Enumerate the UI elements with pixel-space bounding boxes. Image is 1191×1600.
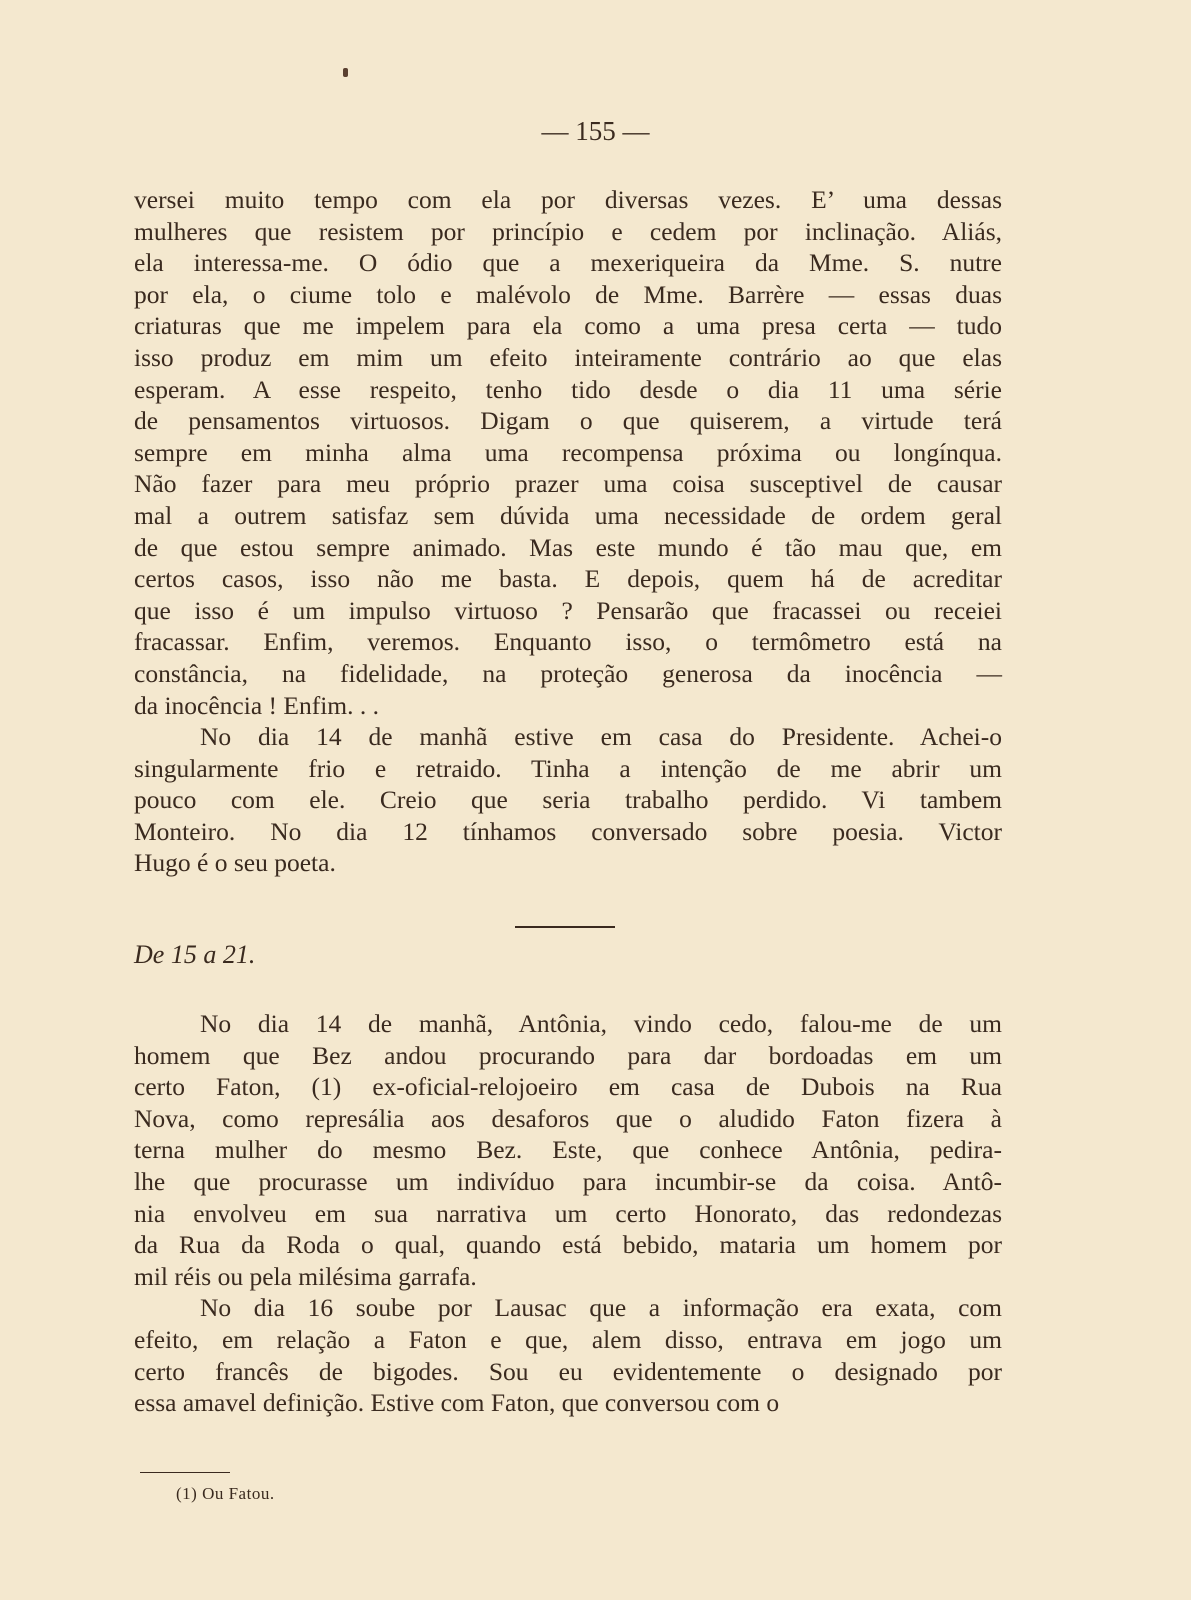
text-line: esperam. A esse respeito, tenho tido desde o dia 11 uma série xyxy=(134,374,1002,404)
footnote: (1) Ou Fatou. xyxy=(176,1484,275,1503)
text-line: mil réis ou pela milésima garrafa. xyxy=(134,1261,477,1291)
text-line: que isso é um impulso virtuoso ? Pensarão que fracassei ou receiei xyxy=(134,595,1002,625)
text-line: da inocência ! Enfim. . . xyxy=(134,690,379,720)
text-line: de pensamentos virtuosos. Digam o que quiserem, a virtude terá xyxy=(134,406,1002,436)
text-line: Monteiro. No dia 12 tínhamos conversado sobre poesia. Victor xyxy=(134,816,1002,846)
text-line: No dia 14 de manhã, Antônia, vindo cedo, falou-me de um xyxy=(200,1009,1002,1038)
text-line: singularmente frio e retraido. Tinha a intenção de me abrir um xyxy=(134,753,1002,783)
text-line: certos casos, isso não me basta. E depois, quem há de acreditar xyxy=(134,564,1002,594)
text-line: essa amavel definição. Estive com Faton, que conversou com o xyxy=(134,1388,780,1418)
text-line: da Rua da Roda o qual, quando está bebido, mataria um homem por xyxy=(134,1230,1002,1260)
text-line: certo francês de bigodes. Sou eu evidentemente o designado por xyxy=(134,1356,1002,1386)
text-line: nia envolveu em sua narrativa um certo Honorato, das redondezas xyxy=(134,1198,1002,1228)
text-line: terna mulher do mesmo Bez. Este, que conhece Antônia, pedira- xyxy=(134,1135,1002,1165)
body-text-bottom xyxy=(134,1008,1002,1419)
text-line: isso produz em mim um efeito inteiramente contrário ao que elas xyxy=(134,342,1002,372)
section-divider xyxy=(515,926,615,928)
text-line: versei muito tempo com ela por diversas vezes. E’ uma dessas xyxy=(134,185,1002,214)
text-line: Nova, como represália aos desaforos que o aludido Faton fizera à xyxy=(134,1103,1002,1133)
text-line: Hugo é o seu poeta. xyxy=(134,848,336,878)
body-text-top xyxy=(134,184,1002,879)
text-line: constância, na fidelidade, na proteção generosa da inocência — xyxy=(134,658,1002,688)
text-line: certo Faton, (1) ex-oficial-relojoeiro em casa de Dubois na Rua xyxy=(134,1072,1002,1102)
ink-speck xyxy=(343,68,348,77)
text-line: pouco com ele. Creio que seria trabalho perdido. Vi tambem xyxy=(134,785,1002,815)
text-line: ela interessa-me. O ódio que a mexeriqueira da Mme. S. nutre xyxy=(134,248,1002,278)
text-line: Não fazer para meu próprio prazer uma coisa susceptivel de causar xyxy=(134,469,1002,499)
page-number: — 155 — xyxy=(541,116,650,146)
text-line: mulheres que resistem por princípio e cedem por inclinação. Aliás, xyxy=(134,216,1002,246)
text-line: homem que Bez andou procurando para dar bordoadas em um xyxy=(134,1040,1002,1070)
text-line: No dia 16 soube por Lausac que a informação era exata, com xyxy=(200,1293,1002,1323)
text-line: por ela, o ciume tolo e malévolo de Mme. Barrère — essas duas xyxy=(134,279,1002,309)
text-line: de que estou sempre animado. Mas este mundo é tão mau que, em xyxy=(134,532,1002,562)
text-line: sempre em minha alma uma recompensa próxima ou longínqua. xyxy=(134,437,1002,467)
text-line: lhe que procurasse um indivíduo para incumbir-se da coisa. Antô- xyxy=(134,1166,1002,1196)
text-line: mal a outrem satisfaz sem dúvida uma necessidade de ordem geral xyxy=(134,500,1002,530)
text-line: No dia 14 de manhã estive em casa do Presidente. Achei-o xyxy=(200,722,1002,752)
text-line: fracassar. Enfim, veremos. Enquanto isso, o termômetro está na xyxy=(134,627,1002,657)
text-line: criaturas que me impelem para ela como a uma presa certa — tudo xyxy=(134,311,1002,341)
text-line: efeito, em relação a Faton e que, alem disso, entrava em jogo um xyxy=(134,1324,1002,1354)
section-heading: De 15 a 21. xyxy=(134,940,256,969)
footnote-rule xyxy=(140,1472,230,1473)
